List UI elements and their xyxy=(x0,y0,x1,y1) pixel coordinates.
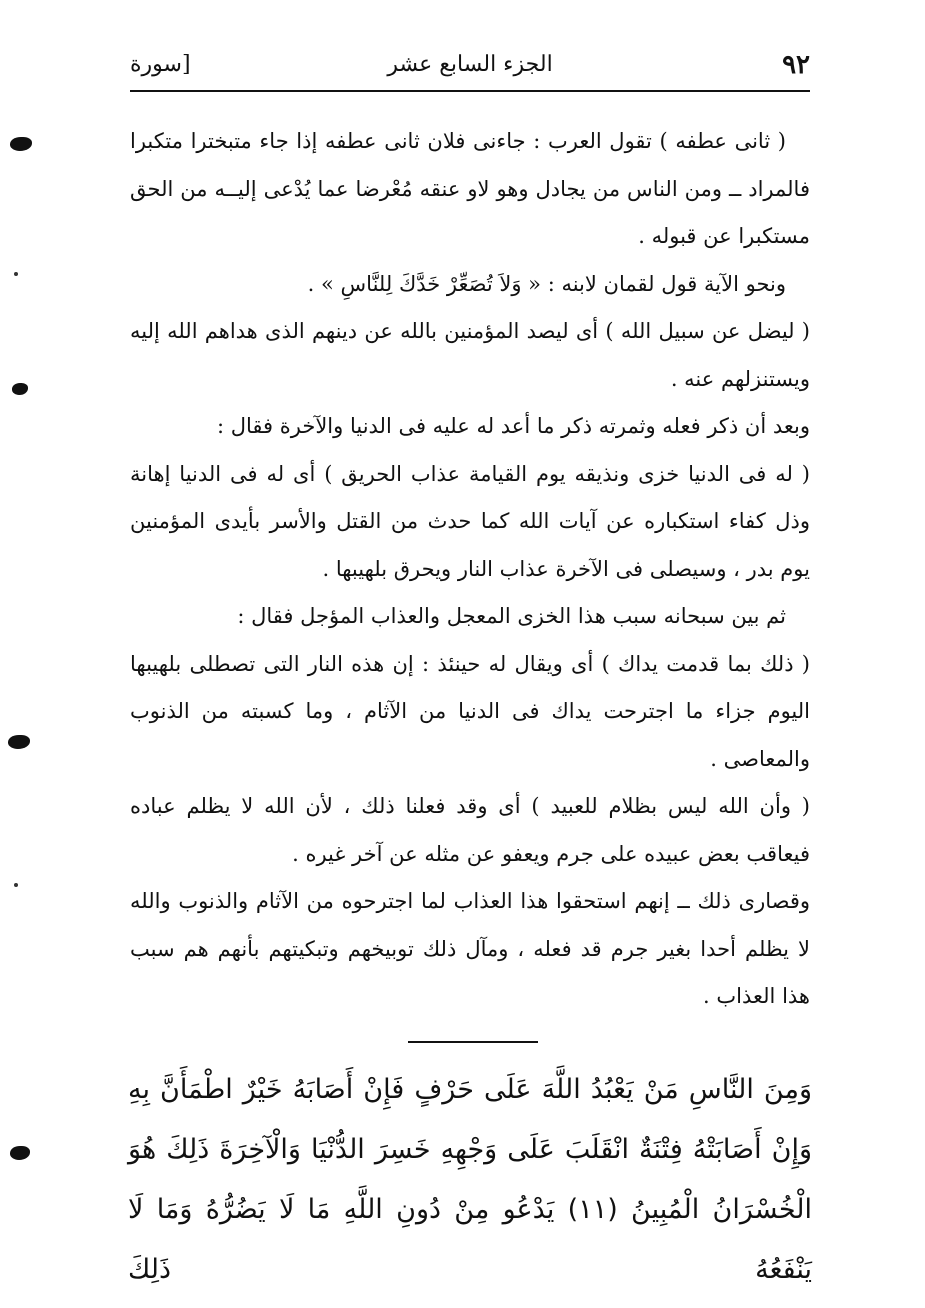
commentary-paragraph: ( له فى الدنيا خزى ونذيقه يوم القيامة عذاب الحريق ) أى له فى الدنيا إهانة وذل كفاء استكباره عن آيات الله كما حدث من القتل والأسر بأيدى المؤمنين يوم بدر ، وسيصلى فى الآخرة عذاب النار ويحرق بلهيبها . xyxy=(130,461,810,581)
running-title: الجزء السابع عشر xyxy=(387,52,553,77)
commentary-paragraph: ونحو الآية قول لقمان لابنه : « وَلاَ تُصَعِّرْ خَدَّكَ لِلنَّاسِ » . xyxy=(307,271,786,296)
margin-ink-mark xyxy=(12,383,28,395)
margin-ink-mark xyxy=(8,735,30,749)
page-number: ٩٢ xyxy=(782,50,810,80)
commentary-body xyxy=(130,118,810,1021)
commentary-paragraph: ( ثانى عطفه ) تقول العرب : جاءنى فلان ثانى عطفه إذا جاء متبخترا متكبرا فالمراد ــ ومن الناس من يجادل وهو لاو عنقه مُعْرضا عما يُدْعى إليــه من الحق مستكبرا عن قبوله . xyxy=(130,129,810,248)
page-header xyxy=(130,44,810,92)
section-divider xyxy=(408,1041,538,1043)
surah-label: [سورة xyxy=(130,52,191,77)
margin-ink-mark xyxy=(10,137,32,151)
margin-speck xyxy=(14,272,18,276)
commentary-paragraph: ( وأن الله ليس بظلام للعبيد ) أى وقد فعلنا ذلك ، لأن الله لا يظلم عباده فيعاقب بعض عبيده على جرم ويعفو عن مثله عن آخر غيره . xyxy=(130,794,810,866)
commentary-paragraph: ( ذلك بما قدمت يداك ) أى ويقال له حينئذ : إن هذه النار التى تصطلى بلهيبها اليوم جزاء ما اجترحت يداك فى الدنيا من الآثام ، وما كسبته من الذنوب والمعاصى . xyxy=(130,651,810,771)
margin-ink-mark xyxy=(10,1146,30,1160)
margin-speck xyxy=(14,883,18,887)
commentary-paragraph: وبعد أن ذكر فعله وثمرته ذكر ما أعد له عليه فى الدنيا والآخرة فقال : xyxy=(217,414,810,438)
commentary-paragraph: ثم بين سبحانه سبب هذا الخزى المعجل والعذاب المؤجل فقال : xyxy=(237,604,786,628)
header-rule xyxy=(130,90,810,92)
commentary-paragraph: وقصارى ذلك ــ إنهم استحقوا هذا العذاب لما اجترحوه من الآثام والذنوب والله لا يظلم أحدا بغير جرم قد فعله ، ومآل ذلك توبيخهم وتبكيتهم بأنهم هم سبب هذا العذاب . xyxy=(130,889,810,1008)
quran-verse-block: وَمِنَ النَّاسِ مَنْ يَعْبُدُ اللَّهَ عَلَى حَرْفٍ فَإِنْ أَصَابَهُ خَيْرٌ اطْمَأَنَّ بِهِ وَإِنْ أَصَابَتْهُ فِتْنَةٌ انْقَلَبَ عَلَى وَجْهِهِ خَسِرَ الدُّنْيَا وَالْآخِرَةَ ذَلِكَ هُوَ الْخُسْرَانُ الْمُبِينُ (١١) يَدْعُو مِنْ دُونِ اللَّهِ مَا لَا يَضُرُّهُ وَمَا لَا يَنْفَعُهُ ذَلِكَ xyxy=(128,1074,812,1285)
commentary-paragraph: ( ليضل عن سبيل الله ) أى ليصد المؤمنين بالله عن دينهم الذى هداهم الله إليه ويستنزلهم عنه . xyxy=(130,319,810,391)
